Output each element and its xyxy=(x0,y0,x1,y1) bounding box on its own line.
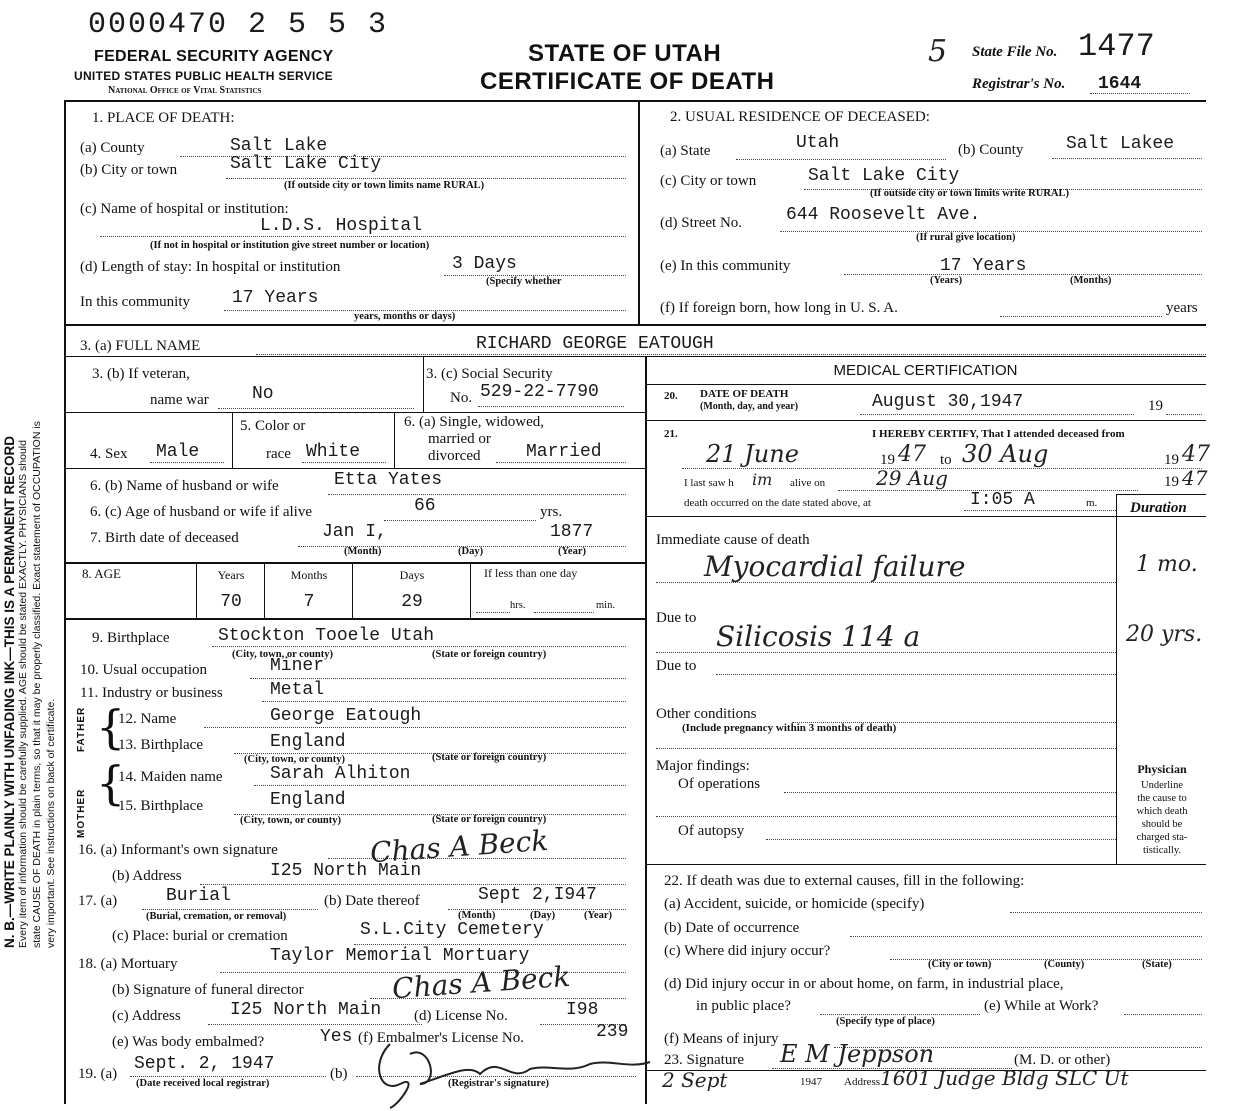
death-city-label: (b) City or town xyxy=(80,162,178,178)
age-months-value: 7 xyxy=(303,592,315,612)
foreign-years-label: years xyxy=(1166,300,1198,316)
duration-label: Duration xyxy=(1130,500,1187,516)
informant-address-label: (b) Address xyxy=(112,868,182,884)
received-date-value: Sept. 2, 1947 xyxy=(134,1054,275,1074)
date-of-death-value: August 30,1947 xyxy=(872,392,1024,412)
injury-place-label-1: (d) Did injury occur in or about home, on farm, in industrial place, xyxy=(664,976,1064,992)
autopsy-label: Of autopsy xyxy=(678,823,745,839)
registrar-signature-note: (Registrar's signature) xyxy=(448,1078,549,1089)
birth-year-value: 1877 xyxy=(550,522,594,542)
means-of-injury-label: (f) Means of injury xyxy=(664,1031,779,1047)
physician-note-3: the cause to xyxy=(1137,793,1187,804)
full-name-value: RICHARD GEORGE EATOUGH xyxy=(476,334,714,354)
certificate-title: CERTIFICATE OF DEATH xyxy=(480,68,775,95)
hospital-value: L.D.S. Hospital xyxy=(260,216,423,236)
last-saw-date: 29 Aug xyxy=(876,466,948,490)
physician-address-label: Address xyxy=(844,1076,881,1088)
signature-date: 2 Sept xyxy=(662,1068,728,1092)
burial-day-label: (Day) xyxy=(530,910,556,921)
father-brace: { xyxy=(96,700,126,754)
spouse-age-value: 66 xyxy=(414,496,436,516)
residence-state-label: (a) State xyxy=(660,143,711,159)
spouse-name-value: Etta Yates xyxy=(334,470,443,490)
birth-year-label: (Year) xyxy=(558,546,586,557)
age-label: 8. AGE xyxy=(82,566,121,581)
date-of-death-year-prefix: 19 xyxy=(1148,398,1163,414)
age-minutes-label: min. xyxy=(596,600,615,611)
mother-city-note: (City, town, or county) xyxy=(240,815,342,826)
birthplace-city-note: (City, town, or county) xyxy=(232,649,334,660)
mortuary-value: Taylor Memorial Mortuary xyxy=(270,946,530,966)
burial-label: 17. (a) xyxy=(78,893,118,909)
margin-instruction-line-4: very important. See instructions on back of certificate. xyxy=(45,698,57,948)
birthplace-state-note: (State or foreign country) xyxy=(432,649,547,660)
burial-note: (Burial, cremation, or removal) xyxy=(146,911,287,922)
death-county-label: (a) County xyxy=(80,140,145,156)
age-months-label: Months xyxy=(290,568,328,582)
age-days-label: Days xyxy=(399,568,425,582)
physician-signature-label: 23. Signature xyxy=(664,1052,744,1068)
physician-signature: E M Jeppson xyxy=(780,1040,935,1068)
signature-year: 1947 xyxy=(800,1076,822,1088)
hospital-label: (c) Name of hospital or institution: xyxy=(80,201,289,217)
spouse-name-label: 6. (b) Name of husband or wife xyxy=(90,478,279,494)
race-label: race xyxy=(266,446,291,462)
spouse-age-label: 6. (c) Age of husband or wife if alive xyxy=(90,504,313,520)
birth-month-day-value: Jan I, xyxy=(322,522,387,542)
top-middle-divider xyxy=(638,100,640,324)
informant-label: 16. (a) Informant's own signature xyxy=(78,842,278,858)
occupation-label: 10. Usual occupation xyxy=(80,662,208,678)
immediate-cause-duration: 1 mo. xyxy=(1136,552,1198,577)
date-of-death-label: DATE OF DEATH xyxy=(700,388,789,400)
physician-note-4: which death xyxy=(1136,806,1188,817)
mother-brace: { xyxy=(96,756,126,810)
last-saw-him: im xyxy=(752,470,773,489)
death-county-value: Salt Lake xyxy=(230,136,328,156)
street-value: 644 Roosevelt Ave. xyxy=(786,205,981,225)
attended-to-value: 30 Aug xyxy=(962,440,1049,468)
burial-date-value: Sept 2,I947 xyxy=(478,885,597,905)
residence-heading: 2. USUAL RESIDENCE OF DECEASED: xyxy=(670,109,930,125)
attended-from-year: 47 xyxy=(898,442,926,467)
last-saw-year: 47 xyxy=(1182,466,1208,490)
last-saw-label: I last saw h xyxy=(684,477,734,489)
birth-month-label: (Month) xyxy=(344,546,382,557)
accident-type-label: (a) Accident, suicide, or homicide (specify) xyxy=(664,896,925,912)
death-community-label: In this community xyxy=(80,294,190,310)
agency-name: FEDERAL SECURITY AGENCY xyxy=(94,48,334,65)
death-time-value: I:05 A xyxy=(970,490,1035,510)
service-name: UNITED STATES PUBLIC HEALTH SERVICE xyxy=(74,69,333,83)
father-birthplace-value: England xyxy=(270,732,346,752)
death-time-suffix: m. xyxy=(1086,497,1098,509)
immediate-cause-value: Myocardial failure xyxy=(704,550,966,583)
injury-county-note: (County) xyxy=(1044,959,1085,970)
margin-instruction-main: N. B.—WRITE PLAINLY WITH UNFADING INK—THIS IS A PERMANENT RECORD xyxy=(2,435,17,948)
industry-label: 11. Industry or business xyxy=(80,685,223,701)
injury-location-label: (c) Where did injury occur? xyxy=(664,943,831,959)
street-label: (d) Street No. xyxy=(660,215,743,231)
ssn-label: 3. (c) Social Security xyxy=(426,366,553,382)
due-to-value-1: Silicosis 114 a xyxy=(716,620,921,653)
age-years-value: 70 xyxy=(220,592,242,612)
father-name-label: 12. Name xyxy=(118,711,177,727)
state-file-number: 1477 xyxy=(1078,28,1155,65)
office-name: National Office of Vital Statistics xyxy=(108,85,262,96)
sex-label: 4. Sex xyxy=(90,446,128,462)
md-label: (M. D. or other) xyxy=(1014,1052,1111,1068)
father-name-value: George Eatough xyxy=(270,706,422,726)
occupation-value: Miner xyxy=(270,656,325,676)
operations-label: Of operations xyxy=(678,776,761,792)
mother-name-value: Sarah Alhiton xyxy=(270,764,411,784)
due-to-label-1: Due to xyxy=(656,610,697,626)
certify-label: I HEREBY CERTIFY, That I attended deceased from xyxy=(872,428,1125,440)
due-to-label-2: Due to xyxy=(656,658,697,674)
margin-instruction-line-2: Every item of information should be carefully supplied. AGE should be stated EXACTLY. PHYSICIANS should xyxy=(17,440,29,948)
marital-label-3: divorced xyxy=(428,448,481,464)
length-of-stay-note: (Specify whether xyxy=(486,276,562,287)
burial-place-value: S.L.City Cemetery xyxy=(360,920,544,940)
attended-from-year-prefix: 19 xyxy=(880,452,895,468)
physician-address: 1601 Judge Bldg SLC Ut xyxy=(880,1066,1129,1090)
residence-county-value: Salt Lakee xyxy=(1066,134,1175,154)
physician-note-2: Underline xyxy=(1141,780,1183,791)
death-community-value: 17 Years xyxy=(232,288,319,308)
residence-city-label: (c) City or town xyxy=(660,173,757,189)
margin-instruction-line-3: state CAUSE OF DEATH in plain terms, so that it may be properly classified. Exact statement of OCCUPATION is xyxy=(31,421,43,948)
registrar-signature-scribble xyxy=(360,1024,660,1110)
residence-years-label: (Years) xyxy=(930,275,963,286)
spouse-age-unit: yrs. xyxy=(540,504,563,520)
residence-community-label: (e) In this community xyxy=(660,258,791,274)
attended-to-year-prefix: 19 xyxy=(1164,452,1179,468)
burial-year-label: (Year) xyxy=(584,910,612,921)
due-to-duration-1: 20 yrs. xyxy=(1126,622,1203,647)
age-less-than-day-label: If less than one day xyxy=(484,566,578,580)
injury-place-note: (Specify type of place) xyxy=(836,1016,935,1027)
father-city-note: (City, town, or county) xyxy=(244,754,346,765)
birth-day-label: (Day) xyxy=(458,546,484,557)
death-occurred-label: death occurred on the date stated above, at xyxy=(684,497,871,509)
death-city-value: Salt Lake City xyxy=(230,154,382,174)
residence-city-value: Salt Lake City xyxy=(808,166,960,186)
embalmer-license-label: (f) Embalmer's License No. xyxy=(358,1030,524,1046)
birthplace-label: 9. Birthplace xyxy=(92,630,170,646)
age-hours-label: hrs. xyxy=(510,600,526,611)
embalmed-label: (e) Was body embalmed? xyxy=(112,1034,265,1050)
father-state-note: (State or foreign country) xyxy=(432,752,547,763)
mother-state-note: (State or foreign country) xyxy=(432,814,547,825)
mother-birthplace-label: 15. Birthplace xyxy=(118,798,203,814)
alive-on-label: alive on xyxy=(790,477,826,489)
mortuary-label: 18. (a) Mortuary xyxy=(78,956,178,972)
injury-city-note: (City or town) xyxy=(928,959,992,970)
name-row-top-border xyxy=(64,324,1206,326)
injury-place-label-2: in public place? xyxy=(696,998,791,1014)
received-date-note: (Date received local registrar) xyxy=(136,1078,270,1089)
full-name-label: 3. (a) FULL NAME xyxy=(80,338,201,354)
injury-state-note: (State) xyxy=(1142,959,1172,970)
foreign-born-label: (f) If foreign born, how long in U. S. A. xyxy=(660,300,898,316)
mother-name-label: 14. Maiden name xyxy=(118,769,223,785)
industry-value: Metal xyxy=(270,680,325,700)
form-top-border xyxy=(64,100,1206,102)
medical-certification-heading: MEDICAL CERTIFICATION xyxy=(833,362,1018,379)
state-title: STATE OF UTAH xyxy=(528,40,722,67)
informant-signature: Chas A Beck xyxy=(369,823,550,870)
date-of-death-sub: (Month, day, and year) xyxy=(700,401,799,412)
informant-address-value: I25 North Main xyxy=(270,861,422,881)
burial-date-label: (b) Date thereof xyxy=(324,893,420,909)
embalmed-value: Yes xyxy=(320,1027,353,1047)
certify-number: 21. xyxy=(664,428,678,440)
physician-note-6: charged sta- xyxy=(1136,832,1188,843)
father-side-label: FATHER xyxy=(76,706,87,752)
veteran-value: No xyxy=(252,384,274,404)
state-file-mark: 5 xyxy=(928,34,948,69)
race-value: White xyxy=(306,442,361,462)
date-of-death-number: 20. xyxy=(664,390,678,402)
medical-divider xyxy=(645,356,647,1104)
burial-month-label: (Month) xyxy=(458,910,496,921)
burial-place-label: (c) Place: burial or cremation xyxy=(112,928,288,944)
burial-value: Burial xyxy=(166,886,231,906)
physician-note-7: tistically. xyxy=(1142,845,1182,856)
sex-value: Male xyxy=(156,442,200,462)
registrar-b-label: (b) xyxy=(330,1066,348,1082)
form-left-border xyxy=(64,100,66,1104)
registrar-number-label: Registrar's No. xyxy=(972,76,1066,92)
name-war-label: name war xyxy=(150,392,209,408)
received-label: 19. (a) xyxy=(78,1066,118,1082)
mother-side-label: MOTHER xyxy=(76,788,87,838)
director-address-label: (c) Address xyxy=(112,1008,181,1024)
embalmer-license-value: 239 xyxy=(596,1022,629,1042)
other-conditions-label: Other conditions xyxy=(656,706,757,722)
death-city-note: (If outside city or town limits name RURAL) xyxy=(284,180,485,191)
ssn-value: 529-22-7790 xyxy=(480,382,599,402)
length-of-stay-value: 3 Days xyxy=(452,254,517,274)
external-causes-heading: 22. If death was due to external causes, fill in the following: xyxy=(664,873,1025,889)
funeral-director-label: (b) Signature of funeral director xyxy=(112,982,304,998)
funeral-director-signature: Chas A Beck xyxy=(391,959,572,1006)
veteran-label: 3. (b) If veteran, xyxy=(92,366,190,382)
father-birthplace-label: 13. Birthplace xyxy=(118,737,203,753)
other-conditions-note: (Include pregnancy within 3 months of death) xyxy=(682,722,897,734)
birthplace-value: Stockton Tooele Utah xyxy=(218,626,435,646)
last-saw-year-prefix: 19 xyxy=(1164,474,1179,490)
state-file-label: State File No. xyxy=(972,44,1058,60)
mother-birthplace-value: England xyxy=(270,790,346,810)
attended-from-value: 21 June xyxy=(706,440,799,468)
physician-note-5: should be xyxy=(1141,819,1183,830)
residence-community-value: 17 Years xyxy=(940,256,1027,276)
immediate-cause-label: Immediate cause of death xyxy=(656,532,810,548)
color-label: 5. Color or xyxy=(240,418,306,434)
residence-county-label: (b) County xyxy=(958,142,1024,158)
residence-city-note: (If outside city or town limits write RURAL) xyxy=(870,188,1069,199)
director-address-value: I25 North Main xyxy=(230,1000,382,1020)
ssn-no-label: No. xyxy=(450,390,473,406)
place-of-death-heading: 1. PLACE OF DEATH: xyxy=(92,110,235,126)
age-years-label: Years xyxy=(217,568,245,582)
hospital-note: (If not in hospital or institution give street number or location) xyxy=(150,240,430,251)
street-note: (If rural give location) xyxy=(916,232,1016,243)
attended-to-year: 47 xyxy=(1182,442,1210,467)
while-at-work-label: (e) While at Work? xyxy=(984,998,1099,1014)
occurrence-date-label: (b) Date of occurrence xyxy=(664,920,800,936)
length-of-stay-label: (d) Length of stay: In hospital or institution xyxy=(80,259,341,275)
registrar-number: 1644 xyxy=(1098,74,1142,94)
residence-state-value: Utah xyxy=(796,133,840,153)
marital-value: Married xyxy=(526,442,602,462)
major-findings-label: Major findings: xyxy=(656,758,750,774)
residence-months-label: (Months) xyxy=(1070,275,1112,286)
license-value: I98 xyxy=(566,1000,599,1020)
death-community-note: years, months or days) xyxy=(354,311,456,322)
birth-date-label: 7. Birth date of deceased xyxy=(90,530,239,546)
certificate-serial-number: 0000470 2 5 5 3 xyxy=(88,8,389,42)
attended-to-label: to xyxy=(940,452,952,468)
marital-label-2: married or xyxy=(428,431,491,447)
physician-note-1: Physician xyxy=(1137,762,1187,776)
age-days-value: 29 xyxy=(401,592,423,612)
license-label: (d) License No. xyxy=(414,1008,508,1024)
marital-label-1: 6. (a) Single, widowed, xyxy=(404,414,544,430)
